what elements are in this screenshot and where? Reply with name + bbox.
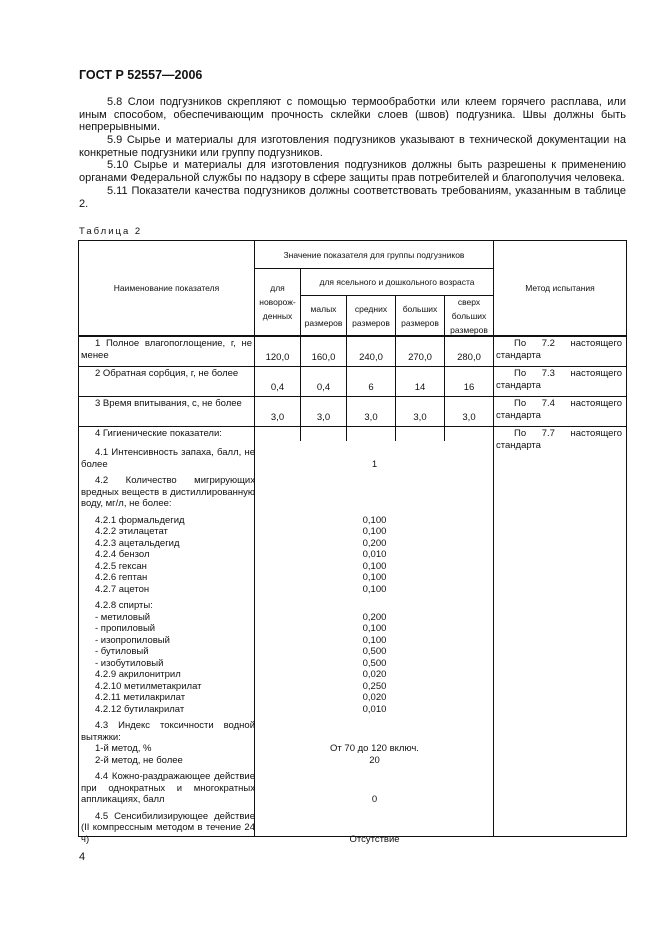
hygiene-item-name: - метиловый — [95, 611, 151, 623]
document-header: ГОСТ Р 52557—2006 — [79, 68, 203, 82]
hygiene-item — [79, 584, 626, 596]
hygiene-item-name: 4.2.10 метилметакрилат — [95, 680, 202, 692]
hygiene-item-name: 4.2.4 бензол — [95, 549, 150, 560]
table-rule — [346, 427, 347, 441]
header-newborn: для новорож-денных — [259, 283, 296, 321]
hygiene-item-name: 4.2 Количество мигрирующих вредных веществ в дистиллированную воду, мг/л, не более: — [81, 475, 255, 509]
hygiene-item-value: 0,100 — [362, 634, 387, 646]
hygiene-item-name: 4.2.6 гептан — [95, 572, 148, 583]
row-name: 1 Полное влагопоглощение, г, не менее — [81, 338, 252, 361]
row-value: 3,0 — [413, 412, 427, 423]
hygiene-item — [79, 658, 626, 670]
header-preschool: для ясельного и дошкольного возраста — [319, 277, 475, 287]
header-size-xlarge: сверх больших размеров — [450, 296, 488, 335]
hygiene-item-name: 4.2.7 ацетон — [95, 583, 150, 595]
table-rule — [79, 335, 626, 337]
paragraph-text: 5.8 Слои подгузников скрепляют с помощью термообработки или клеем горячего расплава, или иным способом, обеспечивающим прочность склейки слоев (швов) подгузника. Швы должны быть непрерывными. — [79, 96, 626, 134]
paragraph-5-10 — [79, 159, 626, 184]
table-rule — [79, 396, 626, 397]
hygiene-item — [79, 549, 626, 561]
hygiene-method: По 7.7 настоящего стандарта — [496, 428, 622, 451]
hygiene-item — [79, 811, 626, 846]
paragraph-text: 5.9 Сырье и материалы для изготовления подгузников указывают в технической документации на конкретные подгузники или группу подгузников. — [79, 134, 626, 159]
hygiene-item — [79, 526, 626, 538]
hygiene-item-name: 4.2.1 формальдегид — [95, 514, 185, 526]
paragraph-text: 5.11 Показатели качества подгузников должны соответствовать требованиям, указанным в таблице 2. — [79, 185, 626, 210]
table-rule — [79, 426, 626, 427]
hygiene-item-value: 0,100 — [362, 514, 387, 526]
hygiene-item — [79, 475, 626, 510]
hygiene-item — [79, 755, 626, 767]
hygiene-item-name: 4.2.5 гексан — [95, 560, 147, 572]
table-2 — [78, 240, 627, 845]
hygiene-item-value: 1 — [371, 458, 378, 470]
hygiene-item-value: 0,200 — [362, 537, 387, 549]
hygiene-item — [79, 572, 626, 584]
row-value: 3,0 — [316, 412, 331, 423]
hygiene-item — [79, 635, 626, 647]
hygiene-item-value: 20 — [369, 754, 380, 766]
hygiene-item — [79, 538, 626, 550]
row-value: 0,4 — [316, 382, 331, 393]
row-value: 16 — [463, 382, 475, 393]
hygiene-item-name: - пропиловый — [95, 623, 156, 634]
hygiene-item-name: 4.2.12 бутилакрилат — [95, 703, 185, 715]
row-value: 3,0 — [364, 412, 378, 423]
row-value: 0,4 — [270, 382, 285, 393]
hygiene-item-value: 0,010 — [362, 549, 387, 560]
row-method: По 7.4 настоящего стандарта — [496, 398, 622, 421]
row-value: 240,0 — [359, 352, 383, 363]
header-group: Значение показателя для группы подгузников — [283, 249, 465, 260]
hygiene-item-name: 4.4 Кожно-раздражающее действие при однократных и многократных аппликациях, балл — [81, 771, 255, 805]
page-number: 4 — [79, 851, 86, 863]
hygiene-item-value: 0,020 — [362, 692, 387, 703]
hygiene-item — [79, 771, 626, 806]
header-size-medium: средних размеров — [352, 303, 390, 328]
hygiene-item-name: - бутиловый — [95, 646, 149, 657]
hygiene-item-value: 0,100 — [362, 560, 387, 572]
hygiene-item-value: 0,100 — [362, 583, 387, 595]
paragraph-5-9 — [79, 134, 626, 159]
hygiene-item-value: 0,100 — [362, 572, 387, 583]
header-size-small: малых размеров — [304, 303, 343, 328]
header-method: Метод испытания — [525, 283, 595, 293]
hygiene-item — [79, 561, 626, 573]
hygiene-item-value: От 70 до 120 включ. — [330, 743, 419, 754]
hygiene-item — [79, 515, 626, 527]
hygiene-item-value: 0,010 — [362, 703, 387, 715]
hygiene-title: 4 Гигиенические показатели: — [95, 428, 222, 439]
table-rule — [395, 427, 396, 441]
hygiene-item-value: 0,020 — [362, 669, 387, 680]
row-value: 14 — [414, 382, 426, 393]
header-size-large: больших размеров — [401, 303, 439, 328]
row-name: 3 Время впитывания, с, не более — [95, 398, 242, 409]
hygiene-items — [79, 442, 626, 845]
hygiene-item-value: Отсутствие — [349, 833, 400, 845]
hygiene-item-name: 4.2.3 ацетальдегид — [95, 537, 180, 549]
row-value: 120,0 — [265, 352, 290, 363]
hygiene-item — [79, 704, 626, 716]
hygiene-item — [79, 720, 626, 743]
hygiene-item-name: 4.2.2 этилацетат — [95, 526, 168, 537]
hygiene-item — [79, 681, 626, 693]
table-caption: Таблица 2 — [79, 226, 143, 237]
hygiene-item-value: 0,100 — [362, 526, 387, 537]
hygiene-item-name: 4.3 Индекс токсичности водной вытяжки: — [81, 720, 255, 743]
paragraph-text: 5.10 Сырье и материалы для изготовления подгузников должны быть разрешены к применению органами Федеральной службы по надзору в сфере защиты прав потребителей и благополучия человека. — [79, 159, 626, 184]
hygiene-item-name: 4.2.8 спирты: — [95, 600, 153, 611]
hygiene-item-name: 1-й метод, % — [95, 743, 152, 754]
row-value: 160,0 — [311, 352, 336, 363]
header-name: Наименование показателя — [113, 283, 220, 293]
hygiene-item-name: 4.2.9 акрилонитрил — [95, 669, 181, 680]
hygiene-item-name: 2-й метод, не более — [95, 754, 183, 766]
hygiene-item — [79, 447, 626, 470]
hygiene-item-name: 4.5 Сенсибилизирующее действие (II компрессным методом в течение 24 ч) — [81, 810, 255, 845]
hygiene-item-name: - изобутиловый — [95, 657, 164, 669]
row-value: 3,0 — [270, 412, 285, 423]
paragraph-5-8 — [79, 96, 626, 134]
row-value: 270,0 — [408, 352, 432, 363]
hygiene-item-name: - изопропиловый — [95, 634, 170, 646]
hygiene-item-name: 4.2.11 метилакрилат — [95, 692, 186, 703]
hygiene-item — [79, 669, 626, 681]
table-rule — [300, 427, 301, 441]
row-method: По 7.3 настоящего стандарта — [496, 368, 622, 391]
row-value: 6 — [368, 382, 374, 393]
hygiene-item-value: 0,100 — [362, 623, 387, 634]
table-rule — [79, 366, 626, 367]
hygiene-item-value: 0,500 — [362, 646, 387, 657]
hygiene-item-value: 0,250 — [362, 680, 387, 692]
hygiene-item — [79, 612, 626, 624]
hygiene-item-value: 0,500 — [362, 657, 387, 669]
row-value: 280,0 — [457, 352, 481, 363]
hygiene-item-value: 0 — [371, 794, 378, 805]
hygiene-item-name: 4.1 Интенсивность запаха, балл, не более — [81, 447, 255, 470]
table-rule — [444, 427, 445, 441]
row-method: По 7.2 настоящего стандарта — [496, 338, 622, 361]
row-name: 2 Обратная сорбция, г, не более — [95, 368, 239, 379]
hygiene-item — [79, 623, 626, 635]
hygiene-item — [79, 692, 626, 704]
hygiene-item — [79, 743, 626, 755]
hygiene-item — [79, 600, 626, 612]
row-value: 3,0 — [462, 412, 476, 423]
hygiene-item-value: 0,200 — [362, 611, 387, 623]
paragraph-5-11 — [79, 185, 626, 210]
hygiene-item — [79, 646, 626, 658]
